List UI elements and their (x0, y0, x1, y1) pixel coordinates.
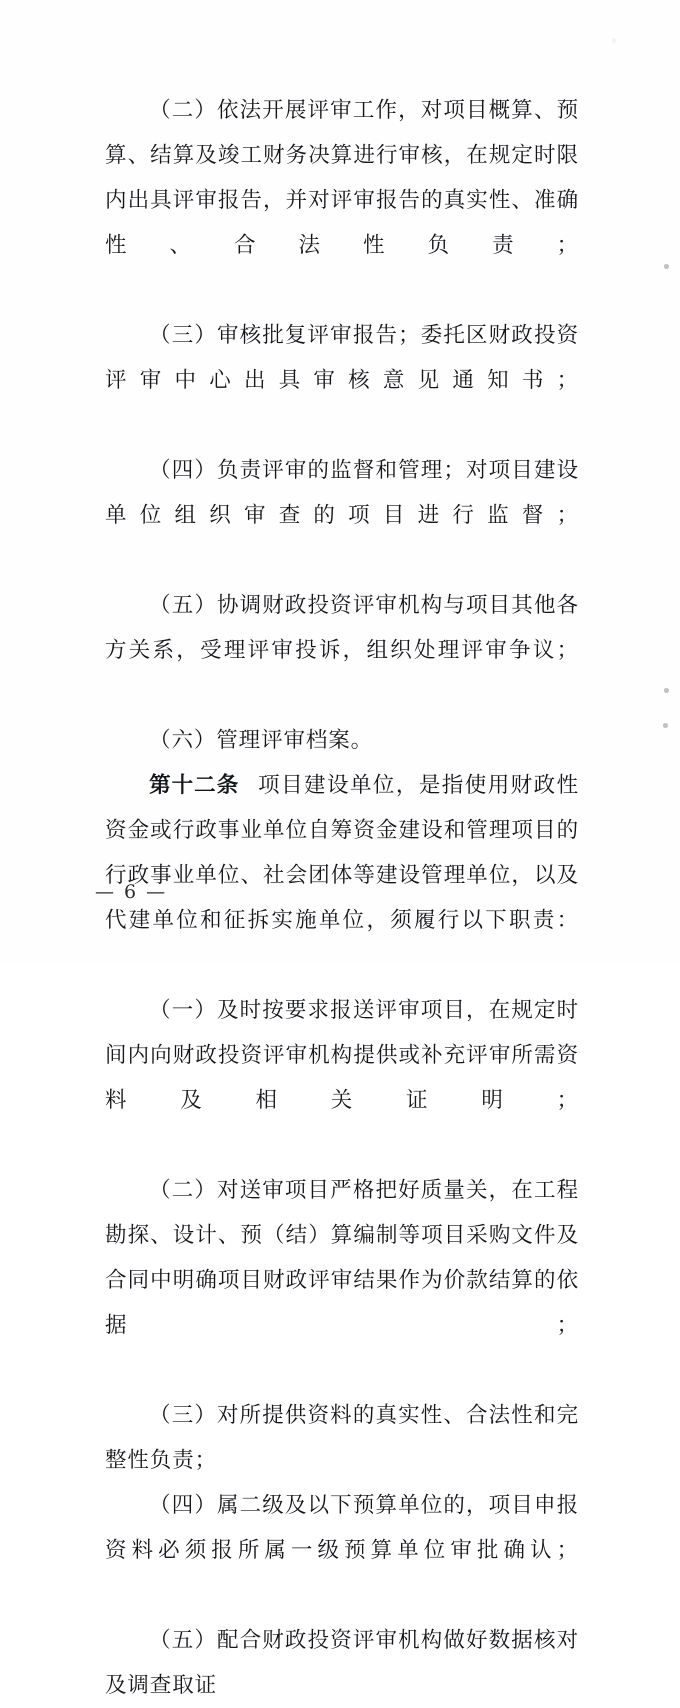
clause-paragraph (105, 718, 579, 763)
clause-body-text: （五）配合财政投资评审机构做好数据核对及调查取证 (105, 1628, 579, 1698)
article-paragraph (105, 763, 579, 988)
clause-body-text: （三）审核批复评审报告；委托区财政投资评审中心出具审核意见通知书； (105, 323, 579, 393)
clause-paragraph (105, 88, 579, 313)
clause-paragraph (105, 1168, 579, 1393)
clause-paragraph (105, 448, 579, 583)
clause-body-text: （一）及时按要求报送评审项目，在规定时间内向财政投资评审机构提供或补充评审所需资料及相关证明； (105, 998, 579, 1113)
clause-paragraph (105, 1483, 579, 1618)
clause-paragraph (105, 1618, 579, 1708)
clause-body-text: （六）管理评审档案。 (149, 728, 374, 753)
clause-paragraph (105, 988, 579, 1168)
article-number-label: 第十二条 (149, 773, 240, 798)
scan-speck-top-right (612, 38, 616, 43)
scan-speck-right-upper (664, 264, 669, 269)
clause-body-text: （二）依法开展评审工作，对项目概算、预算、结算及竣工财务决算进行审核，在规定时限内出具评审报告，并对评审报告的真实性、准确性、合法性负责； (105, 98, 579, 258)
clause-body-text: （四）负责评审的监督和管理；对项目建设单位组织审查的项目进行监督； (105, 458, 579, 528)
clause-body-text: （五）协调财政投资评审机构与项目其他各方关系，受理评审投诉，组织处理评审争议； (105, 593, 579, 663)
document-text-column (105, 88, 579, 1708)
clause-paragraph (105, 313, 579, 448)
clause-body-text: （三）对所提供资料的真实性、合法性和完整性负责； (105, 1403, 579, 1473)
clause-body-text: （二）对送审项目严格把好质量关，在工程勘探、设计、预（结）算编制等项目采购文件及合同中明确项目财政评审结果作为价款结算的依据； (105, 1178, 579, 1338)
clause-paragraph (105, 1393, 579, 1483)
article-body-text: 项目建设单位，是指使用财政性资金或行政事业单位自筹资金建设和管理项目的行政事业单位、社会团体等建设管理单位，以及代建单位和征拆实施单位，须履行以下职责： (105, 773, 579, 933)
page-number-footer: — 6 — (95, 881, 168, 903)
scan-speck-right-mid (664, 688, 669, 693)
scan-speck-right-lower (663, 723, 668, 728)
clause-body-text: （四）属二级及以下预算单位的，项目申报资料必须报所属一级预算单位审批确认； (105, 1493, 579, 1563)
clause-paragraph (105, 583, 579, 718)
